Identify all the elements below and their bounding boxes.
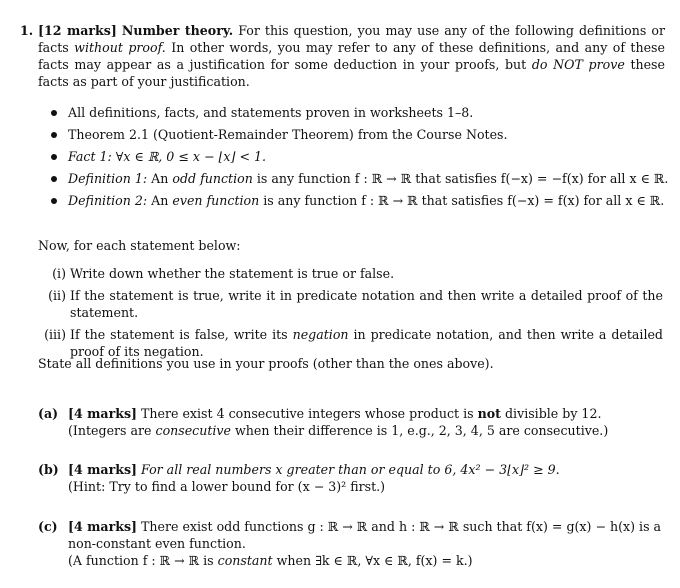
intro-text-3: these facts as part of your justification. (38, 57, 665, 89)
step-text: If the statement is true, write it in predicate notation and then write a detailed proof of the statement. (70, 288, 663, 320)
part-term: constant (217, 553, 273, 568)
list-item (38, 265, 663, 282)
part-c (38, 518, 663, 569)
definition-term: even function (172, 193, 260, 208)
step-term: negation (292, 327, 349, 342)
bullet-icon (51, 110, 57, 116)
part-label: (c) (38, 519, 58, 534)
part-b (38, 461, 663, 495)
definition-label: Definition 2: (68, 193, 148, 208)
part-text (68, 405, 663, 439)
list-item (38, 287, 663, 321)
intro-emphasis-1: without proof. (74, 40, 166, 55)
part-label: (a) (38, 406, 59, 421)
intro-text-1: For this question, you may use any of the following definitions or facts (38, 23, 665, 55)
part-note: (A function f : ℝ → ℝ is (68, 553, 214, 568)
facts-list (52, 104, 667, 214)
part-emphasis: not (477, 406, 501, 421)
definition-term: odd function (172, 171, 253, 186)
list-item (52, 126, 667, 148)
definition-2 (68, 192, 664, 209)
part-marks: [4 marks] (68, 462, 138, 477)
step-text: Write down whether the statement is true or false. (70, 266, 395, 281)
part-note: when their difference is 1, e.g., 2, 3, 4, 5 are consecutive.) (235, 423, 609, 438)
question-header (20, 22, 665, 90)
list-item (52, 148, 667, 170)
definition-text: An (151, 193, 169, 208)
question-number: 1. (20, 23, 34, 38)
definition-1 (68, 170, 668, 187)
part-line: There exist odd functions g : ℝ → ℝ and h : ℝ → ℝ such that f(x) = g(x) − h(x) is a non-constant even function. (68, 519, 662, 551)
instruction-steps (38, 265, 663, 365)
part-note: when ∃k ∈ ℝ, ∀x ∈ ℝ, f(x) = k.) (276, 553, 473, 568)
step-text-b: in predicate notation, and then write a detailed proof of its negation. (70, 327, 663, 359)
fact-label: Fact 1: (68, 149, 112, 164)
question-title: Number theory. (121, 23, 234, 38)
part-line: There exist 4 consecutive integers whose product is (141, 406, 474, 421)
step-number: (ii) (48, 288, 66, 303)
definition-text: An (151, 171, 169, 186)
question-intro (38, 22, 665, 90)
fact-text: All definitions, facts, and statements proven in worksheets 1–8. (68, 105, 474, 120)
part-term: consecutive (155, 423, 231, 438)
part-text (68, 461, 663, 495)
list-item (52, 192, 667, 214)
intro-emphasis-2: do NOT prove (531, 57, 625, 72)
fact-text: Theorem 2.1 (Quotient-Remainder Theorem) from the Course Notes. (68, 127, 508, 142)
bullet-icon (51, 154, 57, 160)
part-text (68, 518, 663, 569)
part-note: (Hint: Try to find a lower bound for (x − 3)² first.) (68, 479, 386, 494)
bullet-icon (51, 132, 57, 138)
list-item (52, 170, 667, 192)
definition-text: is any function f : ℝ → ℝ that satisfies f(−x) = −f(x) for all x ∈ ℝ. (256, 171, 669, 186)
bullet-icon (51, 176, 57, 182)
intro-text-2: In other words, you may refer to any of these definitions, and any of these facts may appear as a justification for some deduction in your proofs, but (38, 40, 665, 72)
step-number: (iii) (44, 327, 66, 342)
step-number: (i) (52, 266, 66, 281)
part-marks: [4 marks] (68, 406, 138, 421)
fact-text: ∀x ∈ ℝ, 0 ≤ x − ⌊x⌋ < 1. (115, 149, 267, 164)
question-marks: [12 marks] (38, 23, 117, 38)
instructions-lead: Now, for each statement below: (38, 238, 241, 253)
part-line: divisible by 12. (504, 406, 602, 421)
part-line: For all real numbers x greater than or equal to 6, 4x² − 3⌊x⌋² ≥ 9. (141, 462, 560, 477)
part-label: (b) (38, 462, 59, 477)
bullet-icon (51, 198, 57, 204)
step-text-a: If the statement is false, write its (70, 327, 288, 342)
list-item (52, 104, 667, 126)
part-marks: [4 marks] (68, 519, 138, 534)
fact-1 (68, 148, 266, 165)
part-note: (Integers are (68, 423, 152, 438)
part-a (38, 405, 663, 439)
definition-label: Definition 1: (68, 171, 148, 186)
definition-text: is any function f : ℝ → ℝ that satisfies f(−x) = f(x) for all x ∈ ℝ. (263, 193, 665, 208)
instructions-closing: State all definitions you use in your proofs (other than the ones above). (38, 356, 494, 371)
